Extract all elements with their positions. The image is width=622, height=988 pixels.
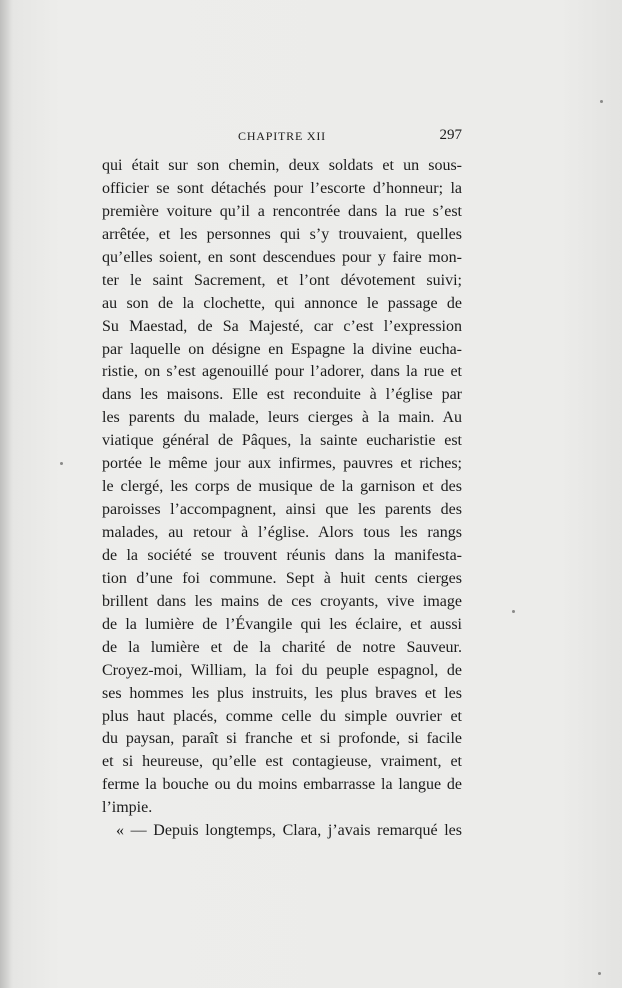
chapter-title: CHAPITRE XII xyxy=(238,129,326,143)
page-number: 297 xyxy=(439,127,462,143)
text-line: paroisses l’accompagnent, ainsi que les parents des xyxy=(102,501,462,519)
text-line: Su Maestad, de Sa Majesté, car c’est l’expression xyxy=(102,317,462,335)
text-line: officier se sont détachés pour l’escorte d’honneur; la xyxy=(102,179,462,197)
text-line: ses hommes les plus instruits, les plus braves et les xyxy=(102,684,462,702)
text-line: au son de la clochette, qui annonce le passage de xyxy=(102,294,462,312)
text-line: les parents du malade, leurs cierges à la main. Au xyxy=(102,409,462,427)
text-line: viatique général de Pâques, la sainte eucharistie est xyxy=(102,432,462,450)
text-line: dans les maisons. Elle est reconduite à l’église par xyxy=(102,386,462,404)
text-line: ristie, on s’est agenouillé pour l’adorer, dans la rue et xyxy=(102,363,462,381)
text-line: « — Depuis longtemps, Clara, j’avais remarqué les xyxy=(116,822,462,840)
text-line: arrêtée, et les personnes qui s’y trouvaient, quelles xyxy=(102,225,462,243)
text-line: qui était sur son chemin, deux soldats et un sous- xyxy=(102,157,462,174)
text-line: ter le saint Sacrement, et l’ont dévotement suivi; xyxy=(102,271,462,289)
text-line: de la société se trouvent réunis dans la manifesta- xyxy=(102,546,462,564)
text-line: première voiture qu’il a rencontrée dans la rue s’est xyxy=(102,202,462,220)
running-head xyxy=(102,127,462,147)
text-line: portée le même jour aux infirmes, pauvres et riches; xyxy=(102,455,462,473)
text-line: et si heureuse, qu’elle est contagieuse, vraiment, et xyxy=(102,753,462,771)
text-line: plus haut placés, comme celle du simple ouvrier et xyxy=(102,707,462,725)
text-line: malades, au retour à l’église. Alors tous les rangs xyxy=(102,524,462,541)
paper-speck xyxy=(512,610,515,613)
body-text xyxy=(102,155,462,843)
text-line: tion d’une foi commune. Sept à huit cents cierges xyxy=(102,569,462,587)
text-line: de la lumière de l’Évangile qui les éclaire, et aussi xyxy=(102,615,462,633)
text-line: de la lumière et de la charité de notre Sauveur. xyxy=(102,638,462,656)
text-line: brillent dans les mains de ces croyants, vive image xyxy=(102,592,462,610)
gutter-shadow xyxy=(0,0,12,988)
text-line: ferme la bouche ou du moins embarrasse la langue de xyxy=(102,776,462,794)
text-line: du paysan, paraît si franche et si profonde, si facile xyxy=(102,730,462,748)
paper-speck xyxy=(600,100,603,103)
paper-speck xyxy=(60,462,63,465)
paper-speck xyxy=(598,972,601,975)
text-line: par laquelle on désigne en Espagne la divine eucha- xyxy=(102,340,462,358)
text-line: qu’elles soient, en sont descendues pour y faire mon- xyxy=(102,248,462,266)
text-line: l’impie. xyxy=(102,799,153,817)
text-line: le clergé, les corps de musique de la garnison et des xyxy=(102,478,462,496)
text-line: Croyez-moi, William, la foi du peuple espagnol, de xyxy=(102,661,462,679)
